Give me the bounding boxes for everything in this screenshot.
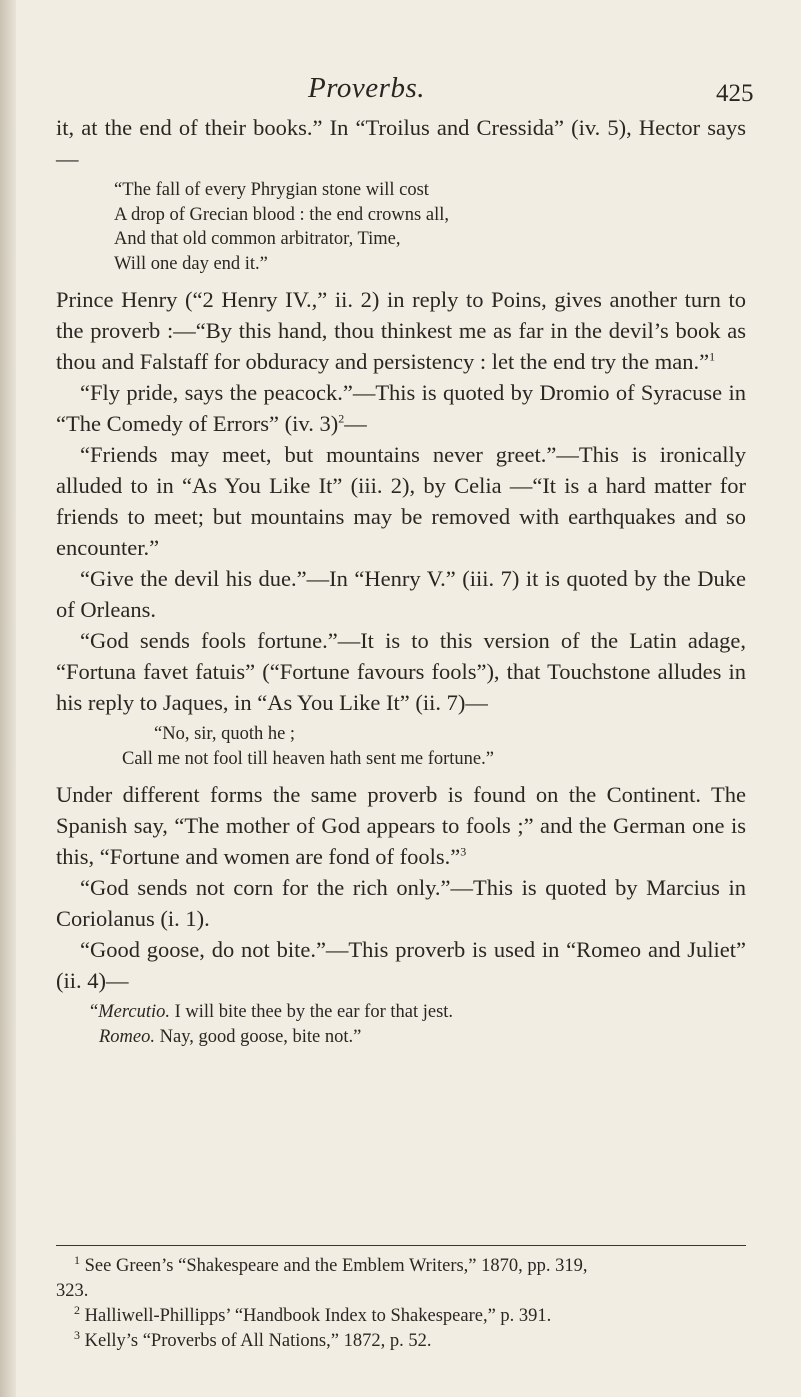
footnote-text: Kelly’s “Proverbs of All Nations,” 1872, p. 52. <box>84 1331 432 1351</box>
verse-line <box>90 1025 746 1050</box>
verse-line: Will one day end it.” <box>114 253 268 274</box>
paragraph-prince-henry <box>56 284 746 377</box>
verse-touchstone-2 <box>56 747 746 772</box>
paragraph-good-goose: “Good goose, do not bite.”—This proverb is used in “Romeo and Juliet” (ii. 4)— <box>56 937 746 993</box>
paragraph-text: Under different forms the same proverb is found on the Continent. The Spanish say, “The mother of God appears to fools ;” and the German one is this, “Fortune and women are fond of fools.” <box>56 782 746 869</box>
paragraph-god-sends-corn: “God sends not corn for the rich only.”—This is quoted by Marcius in Coriolanus (i. 1). <box>56 875 746 931</box>
paragraph-text: Prince Henry (“2 Henry IV.,” ii. 2) in reply to Poins, gives another turn to the proverb :—“By this hand, thou thinkest me as far in the devil’s book as thou and Falstaff for obduracy and persistency : let the end try the man.” <box>56 287 746 374</box>
verse-line <box>90 1000 746 1025</box>
page-edge-shadow <box>0 0 16 1397</box>
body-text <box>56 112 746 1057</box>
footnote-ref: 3 <box>460 844 467 859</box>
footnote-1 <box>56 1254 746 1279</box>
footnote-mark: 1 <box>74 1252 80 1267</box>
footnote-1-cont: 323. <box>56 1281 89 1301</box>
speaker-name: Romeo. <box>99 1026 155 1047</box>
footnote-text: See Green’s “Shakespeare and the Emblem Writers,” 1870, pp. 319, <box>84 1256 588 1276</box>
paragraph-continent <box>56 779 746 872</box>
paragraph-text-tail: — <box>344 411 367 436</box>
verse-line: “The fall of every Phrygian stone will cost <box>114 180 429 200</box>
speech-text: Nay, good goose, bite not.” <box>155 1026 362 1047</box>
verse-line: Call me not fool till heaven hath sent me fortune.” <box>122 748 494 769</box>
verse-hector <box>56 178 746 276</box>
paragraph-fly-pride <box>56 377 746 439</box>
verse-line: A drop of Grecian blood : the end crowns all, <box>114 204 449 225</box>
paragraph-give-devil: “Give the devil his due.”—In “Henry V.” (iii. 7) it is quoted by the Duke of Orleans. <box>56 566 746 622</box>
paragraph-god-sends-fools: “God sends fools fortune.”—It is to this version of the Latin adage, “Fortuna favet fatuis” (“Fortune favours fools”), that Touchstone alludes in his reply to Jaques, in “As You Like It” (ii. 7)— <box>56 628 746 715</box>
speech-text: I will bite thee by the ear for that jest. <box>169 1002 454 1022</box>
page-number: 425 <box>716 80 754 107</box>
paragraph-text: “Fly pride, says the peacock.”—This is quoted by Dromio of Syracuse in “The Comedy of Errors” (iv. 3) <box>56 380 746 436</box>
paragraph-friends-may-meet: “Friends may meet, but mountains never greet.”—This is ironically alluded to in “As You Like It” (iii. 2), by Celia —“It is a hard matter for friends to meet; but mountains may be removed with earthquakes and so encounter.” <box>56 442 746 560</box>
footnote-text: Halliwell-Phillipps’ “Handbook Index to Shakespeare,” p. 391. <box>84 1306 552 1326</box>
page-header <box>0 72 801 112</box>
verse-line: And that old common arbitrator, Time, <box>114 229 401 249</box>
verse-romeo-juliet <box>56 1000 746 1049</box>
footnote-ref: 2 <box>338 411 345 426</box>
footnote-mark: 2 <box>74 1302 80 1317</box>
footnote-3 <box>56 1329 746 1354</box>
footnote-2 <box>56 1304 746 1329</box>
footnote-rule <box>56 1245 746 1246</box>
verse-touchstone <box>56 722 746 747</box>
open-quote: “ <box>90 1002 99 1022</box>
verse-line: “No, sir, quoth he ; <box>154 724 296 744</box>
paragraph-hector-intro: it, at the end of their books.” In “Troilus and Cressida” (iv. 5), Hector says— <box>56 115 746 171</box>
footnote-mark: 3 <box>74 1327 80 1342</box>
footnote-ref: 1 <box>709 349 716 364</box>
running-title: Proverbs. <box>308 72 425 104</box>
footnotes <box>56 1254 746 1354</box>
speaker-name: Mercutio. <box>98 1002 170 1022</box>
